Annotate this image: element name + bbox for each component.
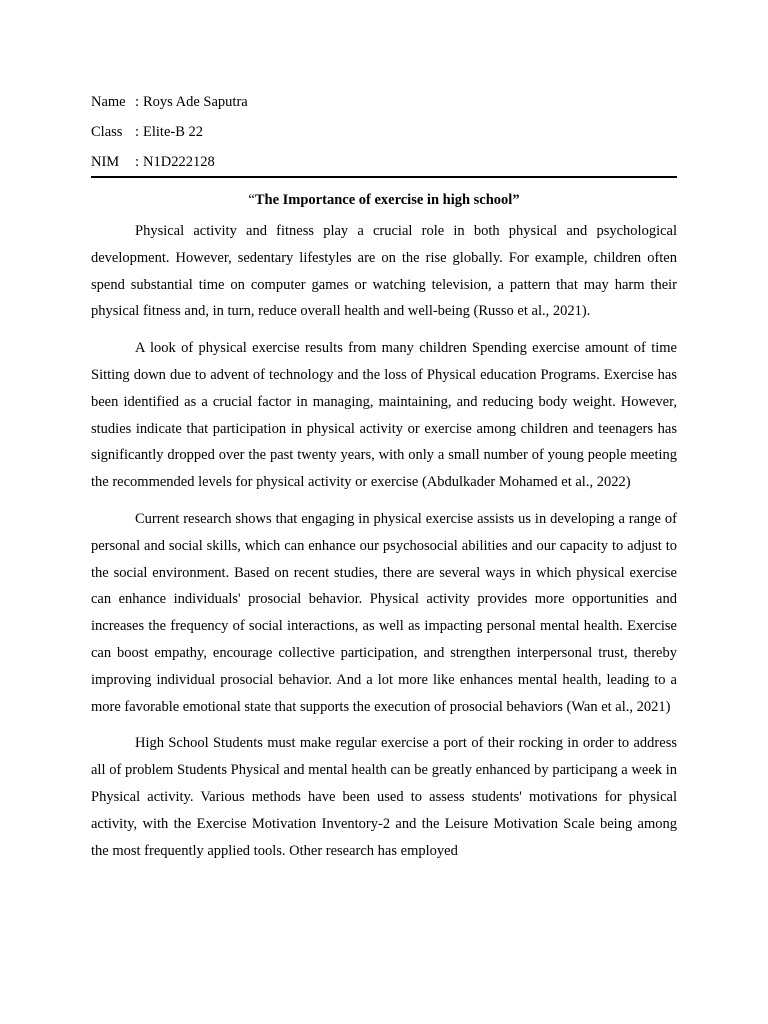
essay-title (91, 190, 677, 210)
info-row-name (91, 90, 677, 120)
class-separator: : (135, 124, 140, 140)
paragraph-2: A look of physical exercise results from many children Spending exercise amount of time Sitting down due to advent of technology and the loss of Physical education Programs. Exercise has been identified as a crucial factor in managing, maintaining, and reducing body weight. However, studies indicate that participation in physical activity or exercise among children and teenagers has significantly dropped over the past twenty years, with only a small number of young people meeting the recommended levels for physical activity or exercise (Abdulkader Mohamed et al., 2022) (91, 340, 677, 491)
paragraph-4: High School Students must make regular exercise a port of their rocking in order to address all of problem Students Physical and mental health can be greatly enhanced by participang a week in Physical activity. Various methods have been used to assess students' motivations for physical activity, with the Exercise Motivation Inventory-2 and the Leisure Motivation Scale being among the most frequently applied tools. Other research has employed (91, 735, 677, 859)
student-info (91, 90, 677, 180)
name-value: Roys Ade Saputra (143, 94, 248, 110)
title-open-quote: “ (248, 192, 255, 208)
class-label: Class (91, 124, 123, 140)
title-text: The Importance of exercise in high school” (254, 192, 520, 208)
paragraph-3: Current research shows that engaging in physical exercise assists us in developing a range of personal and social skills, which can enhance our psychosocial abilities and our capacity to adjust to the social environment. Based on recent studies, there are several ways in which physical exercise can enhance individuals' prosocial behavior. Physical activity provides more opportunities and increases the frequency of social interactions, as well as impacting personal mental health. Exercise can boost empathy, encourage collective participation, and strengthen interpersonal trust, thereby improving individual prosocial behavior. And a lot more like enhances mental health, leading to a more favorable emotional state that supports the execution of prosocial behaviors (Wan et al., 2021) (91, 510, 677, 715)
paragraph-1: Physical activity and fitness play a crucial role in both physical and psychological development. However, sedentary lifestyles are on the rise globally. For example, children often spend substantial time on computer games or watching television, a pattern that may harm their physical fitness and, in turn, reduce overall health and well-being (Russo et al., 2021). (91, 223, 677, 320)
nim-label: NIM (91, 154, 120, 170)
name-separator: : (135, 94, 140, 110)
class-value: Elite-B 22 (143, 124, 204, 140)
nim-value: N1D222128 (143, 154, 215, 170)
info-row-class (91, 120, 677, 150)
document-page (91, 90, 677, 864)
nim-separator: : (135, 154, 140, 170)
name-label: Name (91, 94, 126, 110)
